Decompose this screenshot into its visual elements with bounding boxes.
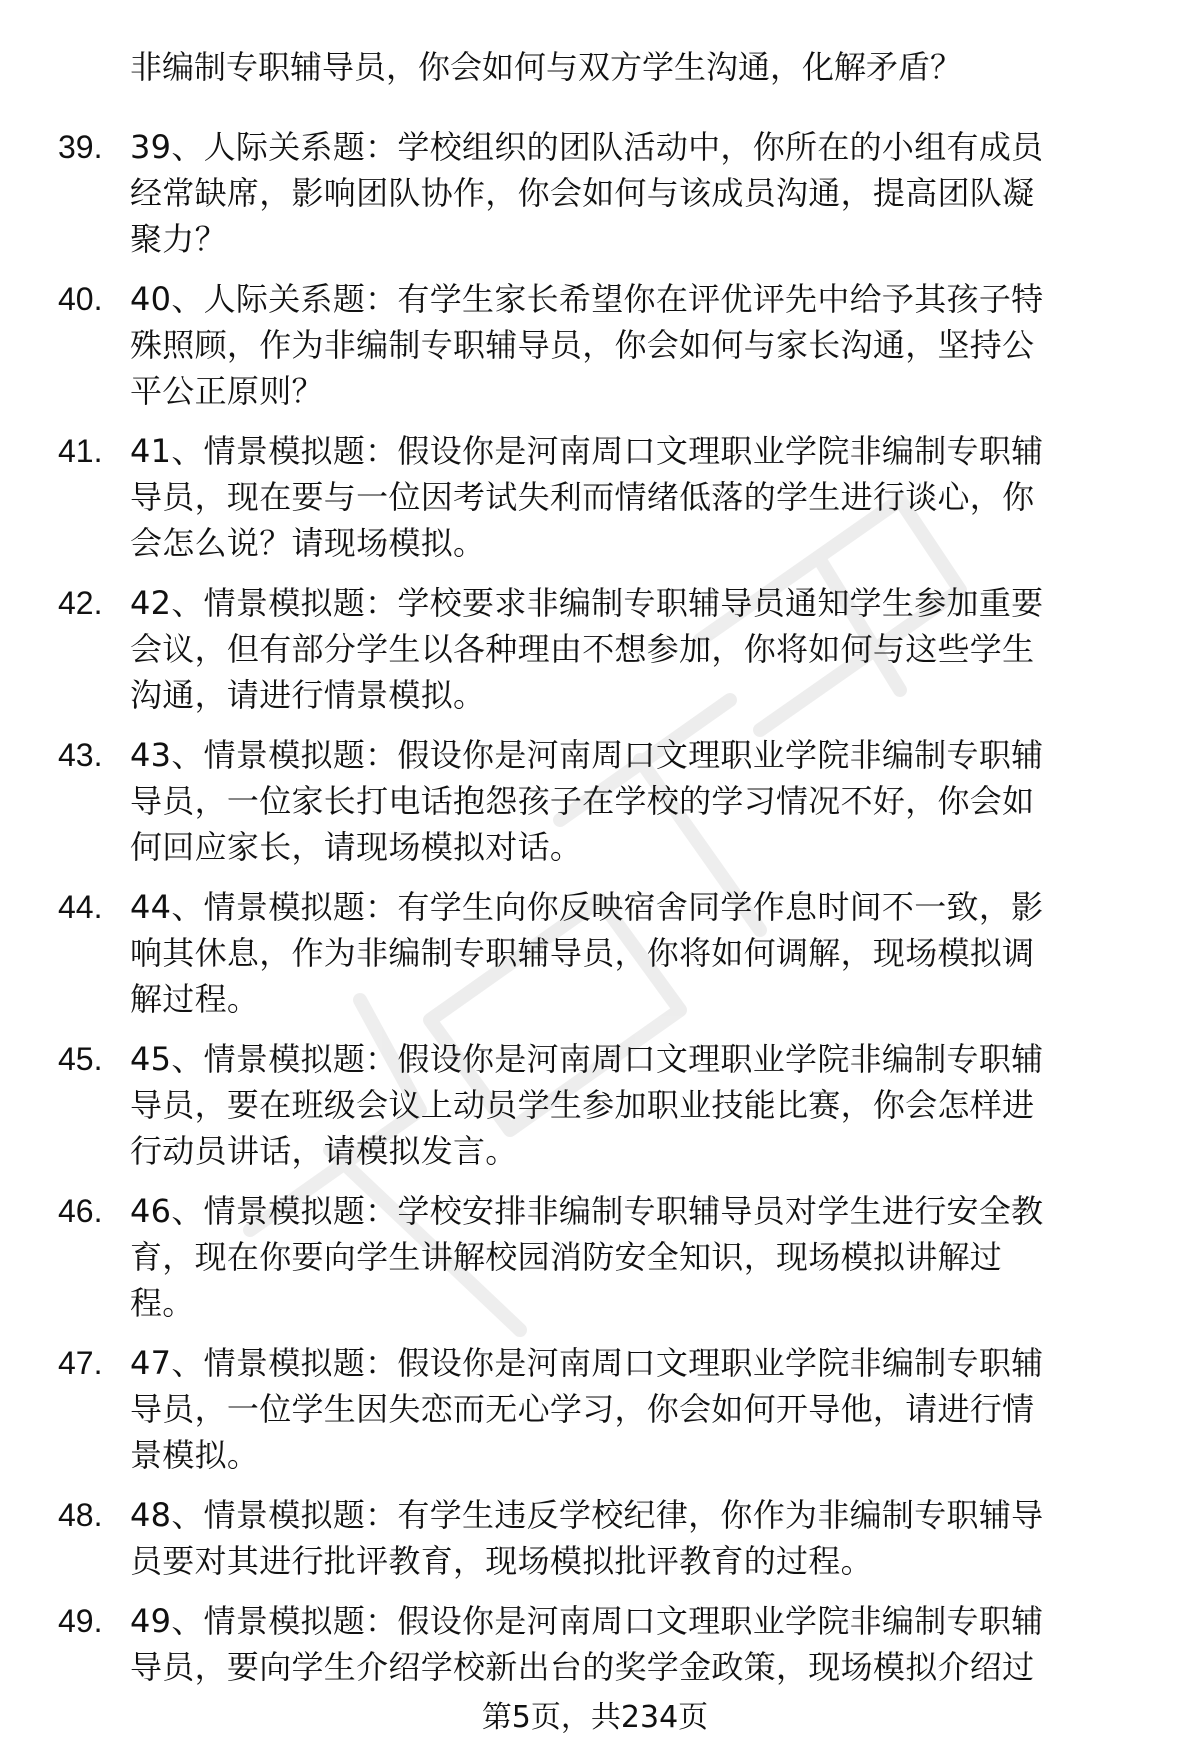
question-text-line: 40、人际关系题：有学生家长希望你在评优评先中给予其孩子特 bbox=[130, 280, 1044, 318]
question-item bbox=[0, 1188, 1160, 1326]
question-text-line: 导员，一位家长打电话抱怨孩子在学校的学习情况不好，你会如 bbox=[130, 782, 1035, 820]
question-item bbox=[0, 580, 1160, 718]
question-item bbox=[0, 1036, 1160, 1174]
question-text-line: 45、情景模拟题：假设你是河南周口文理职业学院非编制专职辅 bbox=[130, 1040, 1044, 1078]
continuation-text: 非编制专职辅导员，你会如何与双方学生沟通，化解矛盾？ bbox=[130, 48, 963, 86]
question-list bbox=[0, 124, 1190, 1704]
page-footer: 第5页，共234页 bbox=[481, 1700, 709, 1735]
question-text-line: 44、情景模拟题：有学生向你反映宿舍同学作息时间不一致，影 bbox=[130, 888, 1044, 926]
question-text-line: 会议，但有部分学生以各种理由不想参加，你将如何与这些学生 bbox=[130, 630, 1035, 668]
question-text-line: 育，现在你要向学生讲解校园消防安全知识，现场模拟讲解过 bbox=[130, 1238, 1003, 1276]
question-text bbox=[130, 1188, 1160, 1326]
question-text bbox=[130, 1492, 1160, 1584]
question-text-line: 景模拟。 bbox=[130, 1436, 260, 1474]
question-number: 44. bbox=[58, 889, 103, 925]
question-text-line: 经常缺席，影响团队协作，你会如何与该成员沟通，提高团队凝 bbox=[130, 174, 1035, 212]
question-number: 49. bbox=[58, 1603, 103, 1639]
question-item bbox=[0, 1598, 1160, 1690]
question-text-line: 导员，现在要与一位因考试失利而情绪低落的学生进行谈心，你 bbox=[130, 478, 1035, 516]
question-number: 45. bbox=[58, 1041, 103, 1077]
question-item bbox=[0, 884, 1160, 1022]
question-text-line: 程。 bbox=[130, 1284, 195, 1322]
question-text-line: 导员，要在班级会议上动员学生参加职业技能比赛，你会怎样进 bbox=[130, 1086, 1035, 1124]
question-text bbox=[130, 732, 1160, 870]
question-text-line: 平公正原则？ bbox=[130, 372, 324, 410]
question-text-line: 行动员讲话，请模拟发言。 bbox=[130, 1132, 518, 1170]
question-text-line: 导员，一位学生因失恋而无心学习，你会如何开导他，请进行情 bbox=[130, 1390, 1035, 1428]
question-text-line: 47、情景模拟题：假设你是河南周口文理职业学院非编制专职辅 bbox=[130, 1344, 1044, 1382]
question-number: 48. bbox=[58, 1497, 103, 1533]
question-text-line: 49、情景模拟题：假设你是河南周口文理职业学院非编制专职辅 bbox=[130, 1602, 1044, 1640]
question-number: 39. bbox=[58, 129, 103, 165]
question-item bbox=[0, 732, 1160, 870]
question-text-line: 聚力？ bbox=[130, 220, 227, 258]
question-text bbox=[130, 124, 1160, 262]
question-text bbox=[130, 1598, 1160, 1690]
question-text-line: 39、人际关系题：学校组织的团队活动中，你所在的小组有成员 bbox=[130, 128, 1044, 166]
question-text bbox=[130, 580, 1160, 718]
question-text-line: 46、情景模拟题：学校安排非编制专职辅导员对学生进行安全教 bbox=[130, 1192, 1044, 1230]
question-number: 40. bbox=[58, 281, 103, 317]
question-number: 42. bbox=[58, 585, 103, 621]
question-text-line: 42、情景模拟题：学校要求非编制专职辅导员通知学生参加重要 bbox=[130, 584, 1044, 622]
question-item bbox=[0, 124, 1160, 262]
question-text bbox=[130, 428, 1160, 566]
question-text-line: 41、情景模拟题：假设你是河南周口文理职业学院非编制专职辅 bbox=[130, 432, 1044, 470]
question-number: 43. bbox=[58, 737, 103, 773]
question-number: 47. bbox=[58, 1345, 103, 1381]
question-text-line: 员要对其进行批评教育，现场模拟批评教育的过程。 bbox=[130, 1542, 873, 1580]
question-number: 46. bbox=[58, 1193, 103, 1229]
question-text-line: 沟通，请进行情景模拟。 bbox=[130, 676, 486, 714]
question-item bbox=[0, 428, 1160, 566]
question-item bbox=[0, 1492, 1160, 1584]
question-text-line: 何回应家长，请现场模拟对话。 bbox=[130, 828, 583, 866]
question-text-line: 殊照顾，作为非编制专职辅导员，你会如何与家长沟通，坚持公 bbox=[130, 326, 1035, 364]
question-number: 41. bbox=[58, 433, 103, 469]
question-text-line: 43、情景模拟题：假设你是河南周口文理职业学院非编制专职辅 bbox=[130, 736, 1044, 774]
question-text-line: 导员，要向学生介绍学校新出台的奖学金政策，现场模拟介绍过 bbox=[130, 1648, 1035, 1686]
question-text-line: 响其休息，作为非编制专职辅导员，你将如何调解，现场模拟调 bbox=[130, 934, 1035, 972]
question-text-line: 会怎么说？请现场模拟。 bbox=[130, 524, 486, 562]
question-item bbox=[0, 276, 1160, 414]
question-text bbox=[130, 884, 1160, 1022]
question-text bbox=[130, 1340, 1160, 1478]
question-text-line: 解过程。 bbox=[130, 980, 260, 1018]
question-text bbox=[130, 1036, 1160, 1174]
question-text bbox=[130, 276, 1160, 414]
question-item bbox=[0, 1340, 1160, 1478]
question-text-line: 48、情景模拟题：有学生违反学校纪律，你作为非编制专职辅导 bbox=[130, 1496, 1044, 1534]
